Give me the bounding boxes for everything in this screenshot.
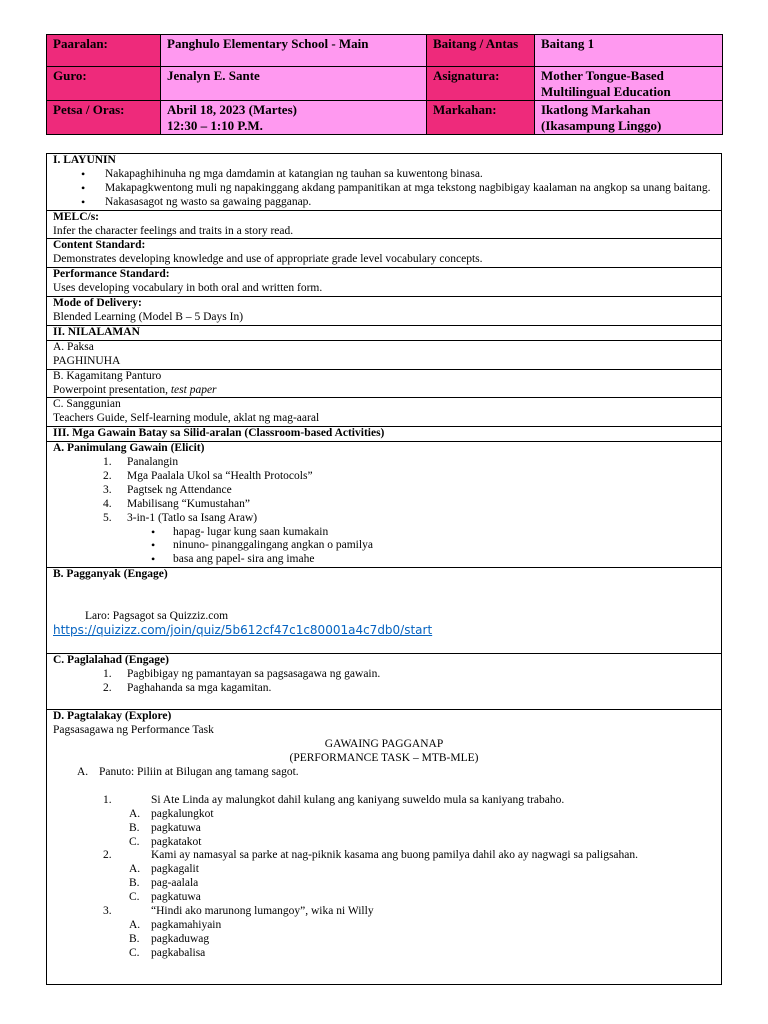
quarter-value xyxy=(535,101,723,135)
answer-option[interactable]: B. pagkaduwag xyxy=(129,932,210,945)
paksa-text: PAGHINUHA xyxy=(53,354,121,367)
pagtalakay-title: D. Pagtalakay (Explore) xyxy=(53,710,172,723)
melc-title: MELC/s: xyxy=(53,210,99,223)
panimula-list xyxy=(53,456,715,526)
section-paglalahad xyxy=(47,654,721,710)
section-gawain xyxy=(47,427,721,442)
subject-label: Asignatura: xyxy=(427,67,535,101)
section-pagtalakay xyxy=(47,710,721,960)
melc-text: Infer the character feelings and traits in a story read. xyxy=(53,224,294,237)
task-subheading: (PERFORMANCE TASK – MTB-MLE) xyxy=(289,752,479,764)
list-item: 1. Pagbibigay ng pamantayan sa pagsasagawa ng gawain. xyxy=(103,668,381,681)
date-label: Petsa / Oras: xyxy=(47,101,161,135)
section-panimula xyxy=(47,442,721,568)
layunin-list xyxy=(53,168,715,210)
answer-option[interactable]: A. pagkamahiyain xyxy=(129,918,222,931)
layunin-item: • Nakapaghihinuha ng mga damdamin at katangian ng tauhan sa kuwentong binasa. xyxy=(105,168,715,182)
kagamitan-text: Powerpoint presentation, xyxy=(53,383,171,396)
sub-list-item: • basa ang papel- sira ang imahe xyxy=(173,553,715,567)
mode-text: Blended Learning (Model B – 5 Days In) xyxy=(53,310,244,323)
paglalahad-list xyxy=(53,668,715,696)
grade-label: Baitang / Antas xyxy=(427,35,535,67)
sanggunian-title: C. Sanggunian xyxy=(53,398,121,411)
quizizz-link[interactable]: https://quizizz.com/join/quiz/5b612cf47c1c80001a4c7db0/start xyxy=(53,623,433,638)
info-row-teacher xyxy=(47,67,723,101)
panimula-sub-list xyxy=(53,526,715,568)
layunin-item: • Makapagkwentong muli ng napakinggang akdang pampanitikan at mga tekstong nagbibigay kaalaman na angkop sa unang baitang. xyxy=(105,182,715,196)
paglalahad-title: C. Paglalahad (Engage) xyxy=(53,654,169,667)
school-label: Paaralan: xyxy=(47,35,161,67)
content-standard-text: Demonstrates developing knowledge and use of appropriate grade level vocabulary concepts. xyxy=(53,253,483,266)
section-nilalaman xyxy=(47,326,721,341)
sub-list-item: • hapag- lugar kung saan kumakain xyxy=(173,526,715,540)
question-item: 2. Kami ay namasyal sa parke at nag-piknik kasama ang buong pamilya dahil ako ay nagwagi sa paligsahan. xyxy=(103,849,638,862)
kagamitan-italic: test paper xyxy=(170,383,217,396)
info-row-school xyxy=(47,35,723,67)
performance-standard-text: Uses developing vocabulary in both oral and written form. xyxy=(53,282,323,295)
list-item: 3. Pagtsek ng Attendance xyxy=(103,483,232,496)
list-item: 1. Panalangin xyxy=(103,456,179,469)
kagamitan-title: B. Kagamitang Panturo xyxy=(53,369,162,382)
subject-value: Mother Tongue-Based Multilingual Education xyxy=(535,67,723,101)
answer-option[interactable]: A. pagkalungkot xyxy=(129,807,214,820)
gawain-title: III. Mga Gawain Batay sa Silid-aralan (Classroom-based Activities) xyxy=(53,427,385,440)
week-text: (Ikasampung Linggo) xyxy=(541,117,662,133)
sanggunian-text: Teachers Guide, Self-learning module, aklat ng mag-aaral xyxy=(53,412,320,425)
section-paksa xyxy=(47,341,721,370)
answer-option[interactable]: A. pagkagalit xyxy=(129,863,199,876)
section-content-standard xyxy=(47,239,721,268)
list-item: 5. 3-in-1 (Tatlo sa Isang Araw) xyxy=(103,511,258,524)
section-mode xyxy=(47,297,721,326)
list-item: 2. Mga Paalala Ukol sa “Health Protocols” xyxy=(103,469,313,482)
pagganyak-title: B. Pagganyak (Engage) xyxy=(53,568,168,581)
layunin-title: I. LAYUNIN xyxy=(53,154,116,166)
grade-value: Baitang 1 xyxy=(535,35,723,67)
sub-list-item: • ninuno- pinanggalingang angkan o pamilya xyxy=(173,539,715,553)
paksa-title: A. Paksa xyxy=(53,340,94,353)
task-heading: GAWAING PAGGANAP xyxy=(324,738,444,751)
answer-option[interactable]: C. pagkabalisa xyxy=(129,946,206,959)
quarter-text: Ikatlong Markahan xyxy=(541,102,651,117)
answer-option[interactable]: C. pagkatakot xyxy=(129,835,202,848)
pagganyak-text: Laro: Pagsagot sa Quizziz.com xyxy=(85,610,229,623)
layunin-item: • Nakasasagot ng wasto sa gawaing pagganap. xyxy=(105,196,715,210)
lesson-info-table xyxy=(46,34,723,135)
lesson-plan-table xyxy=(46,153,722,985)
section-kagamitan xyxy=(47,370,721,399)
nilalaman-title: II. NILALAMAN xyxy=(53,325,140,338)
list-item: 2. Paghahanda sa mga kagamitan. xyxy=(103,682,272,695)
performance-standard-title: Performance Standard: xyxy=(53,268,170,281)
answer-option[interactable]: C. pagkatuwa xyxy=(129,891,201,904)
teacher-value: Jenalyn E. Sante xyxy=(161,67,427,101)
date-value xyxy=(161,101,427,135)
section-pagganyak xyxy=(47,568,721,654)
info-row-date xyxy=(47,101,723,135)
answer-option[interactable]: B. pag-aalala xyxy=(129,877,199,890)
question-item: 1. Si Ate Linda ay malungkot dahil kulang ang kaniyang suweldo mula sa kaniyang trabaho. xyxy=(103,793,565,806)
pagtalakay-intro: Pagsasagawa ng Performance Task xyxy=(53,724,214,737)
section-melc xyxy=(47,211,721,240)
school-value: Panghulo Elementary School - Main xyxy=(161,35,427,67)
task-instructions: A. Panuto: Piliin at Bilugan ang tamang sagot. xyxy=(77,765,299,778)
question-item: 3. “Hindi ako marunong lumangoy”, wika ni Willy xyxy=(103,905,374,918)
quarter-label: Markahan: xyxy=(427,101,535,135)
kagamitan-content xyxy=(53,384,715,398)
date-text: Abril 18, 2023 (Martes) xyxy=(167,102,297,117)
section-performance-standard xyxy=(47,268,721,297)
teacher-label: Guro: xyxy=(47,67,161,101)
section-sanggunian xyxy=(47,398,721,427)
content-standard-title: Content Standard: xyxy=(53,239,146,252)
list-item: 4. Mabilisang “Kumustahan” xyxy=(103,497,250,510)
panimula-title: A. Panimulang Gawain (Elicit) xyxy=(53,442,205,455)
section-layunin xyxy=(47,154,721,211)
time-text: 12:30 – 1:10 P.M. xyxy=(167,117,263,133)
answer-option[interactable]: B. pagkatuwa xyxy=(129,821,201,834)
mode-title: Mode of Delivery: xyxy=(53,297,142,310)
